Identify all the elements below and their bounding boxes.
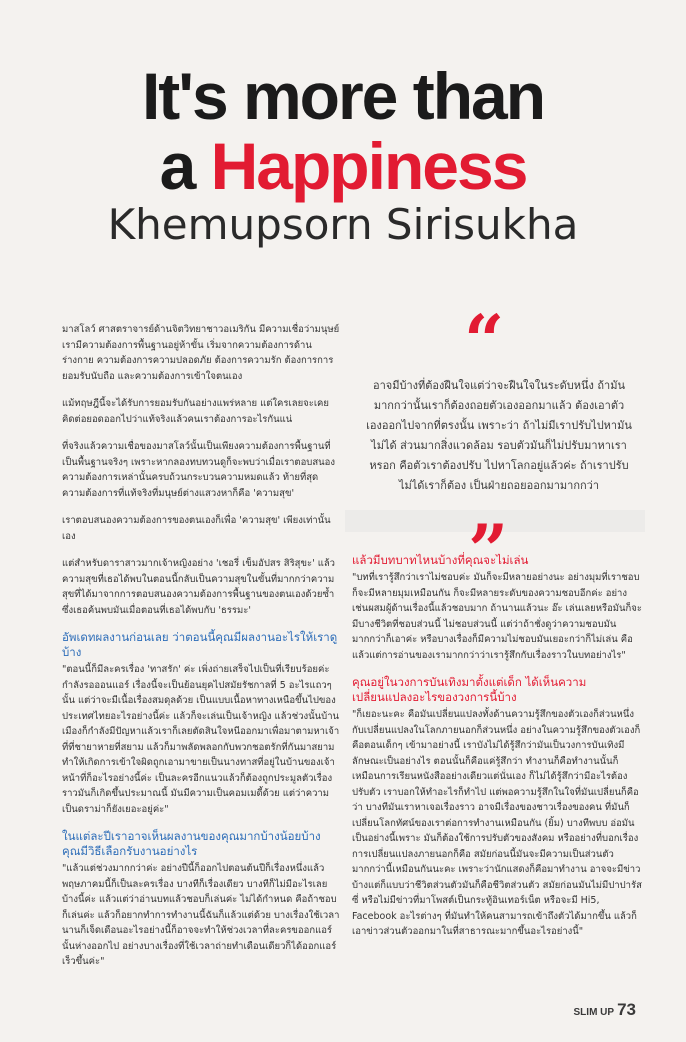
headline-article: a — [159, 129, 211, 203]
paragraph-4: เราตอบสนองความต้องการของตนเองก็เพื่อ 'ความสุข' เพียงเท่านั้นเอง — [62, 515, 331, 542]
answer-2: "แล้วแต่ช่วงมากกว่าค่ะ อย่างปีนี้ก็ออกไปตอนต้นปีก็เรื่องหนึ่งแล้ว พฤษภาคมนี้ก็เป็นละครเรื่อง บางทีก็เรื่องเดียว บางทีก็ไม่มีอะไรเลยบ้างนี้ค่ะ แล้วแต่ว่าอ่านบทแล้วชอบก็เล่นค่ะ ไม่ได้กำหนด คือถ้าชอบก็เล่นค่ะ แล้วก็อยากทำการทำงานนี้ฉันก็แล้วแต่ด้วย บางเรื่องใช้เวลานานก็เจ็ดเดือนอะไรอย่างนี้ก็อาจจะทำให้ช่วงเวลาที่ละครขออกแอร์นั้นห่างออกไป อย่างบางเรื่องที่ใช้เวลาถ่ายทำเดือนเดียวก็ได้ออกแอร์เร็วขึ้นค่ะ" — [62, 863, 340, 967]
question-heading-2: ในแต่ละปีเราอาจเห็นผลงานของคุณมากบ้างน้อยบ้าง คุณมีวิธีเลือกรับงานอย่างไร — [62, 829, 321, 858]
paragraph-intro: มาสโลว์ ศาสตราจารย์ด้านจิตวิทยาชาวอเมริกัน มีความเชื่อว่ามนุษย์เรามีความต้องการพื้นฐานอยู่ห้าขั้น เริ่มจากความต้องการด้านร่างกาย ความต้องการความปลอดภัย ต้องการความรัก ต้องการการยอมรับนับถือ และความต้องการเข้าใจตนเอง — [62, 324, 340, 382]
quote-close-icon: ” — [468, 509, 509, 592]
question-heading-3: แล้วมีบทบาทไหนบ้างที่คุณจะไม่เล่น — [352, 553, 529, 567]
paragraph-5: แต่สำหรับดาราสาวมากเจ้าหญิงอย่าง 'เชอรี่ เข็มอัปสร สิริสุขะ' แล้ว ความสุขที่เธอได้พบในตอนนี้กลับเป็นความสุขในขั้นที่มากกว่าความสุขที่ได้มาจากการตอบสนองความต้องการพื้นฐานของตนเองด้วยซ้ำ ซึ่งเธอค้นพบมันเมื่อตอนที่เธอได้พบกับ 'ธรรมะ' — [62, 558, 335, 616]
magazine-name: SLIM UP — [573, 1007, 615, 1018]
subtitle-name: Khemupsorn Sirisukha — [107, 200, 579, 249]
question-heading-1: อัพเดทผลงานก่อนเลย ว่าตอนนี้คุณมีผลงานอะไรให้เราดูบ้าง — [62, 630, 338, 659]
paragraph-3: ที่จริงแล้วความเชื่อของมาสโลว์นั้นเป็นเพียงความต้องการพื้นฐานที่เป็นพื้นฐานจริงๆ เพราะหากลองทบทวนดูก็จะพบว่าเมื่อเราตอบสนองความต้องการเหล่านั้นครบถ้วนกระบวนความหมดแล้ว ท้ายที่สุดความต้องการที่แท้จริงที่มนุษย์ต่างแสวงหาก็คือ 'ความสุข' — [62, 441, 335, 499]
page-footer — [574, 1000, 636, 1020]
paragraph-2: แม้ทฤษฎีนี้จะได้รับการยอมรับกันอย่างแพร่หลาย แต่ใครเลยจะเคยคิดต่อยอดออกไปว่าแท้จริงแล้วคนเราต้องการอะไรกันแน่ — [62, 398, 329, 425]
left-column — [62, 322, 340, 982]
pull-quote-text: อาจมีบ้างที่ต้องฝืนใจแต่ว่าจะฝืนใจในระดับหนึ่ง ถ้ามันมากกว่านั้นเราก็ต้องถอยตัวเองออกมาแล้ว ต้องเอาตัวเองออกไปจากที่ตรงนั้น เพราะว่า ถ้าไม่มีเราปรับไปหามันไม่ได้ ส่วนมากสิ่งแวดล้อม รอบตัวมันก็ไม่ปรับมาหาเราหรอก คือตัวเราต้องปรับ ไปหาโลกอยู่แล้วค่ะ ถ้าเราปรับไม่ได้เราก็ต้อง เป็นฝ่ายถอยออกมามากกว่า — [366, 379, 632, 492]
question-heading-4: คุณอยู่ในวงการบันเทิงมาตั้งแต่เด็ก ได้เห็นความเปลี่ยนแปลงอะไรของวงการนี้บ้าง — [352, 675, 587, 704]
answer-3: "บทที่เรารู้สึกว่าเราไม่ชอบค่ะ มันก็จะมีหลายอย่างนะ อย่างมุมที่เราชอบก็จะมีหลายมุมเหมือนกัน ก็จะมีหลายระดับของความชอบอีกค่ะ อย่างเช่นผสมผู้ด้านเรื่องนี้แล้วชอบมาก ถ้านานแล้วนะ อ๊ะ เล่นเลยหรือมันก็จะมีบางชีวิตที่ชอบส่วนนี้ ไม่ชอบส่วนนี้ แต่ว่าถ้าชั่งดูว่าความชอบมันมากกว่าก็เอาค่ะ หรือบางเรื่องก็มีความไม่ชอบมันเยอะกว่าก็ไม่เล่น คือแล้วแต่การอ่านของเรามากกว่าว่าเรารู้สึกกับเรื่องราวในบทอย่างไร" — [352, 572, 642, 661]
headline-line-2 — [0, 128, 686, 204]
headline-happiness: Happiness — [210, 129, 527, 203]
headline-line-1: It's more than — [141, 59, 545, 133]
right-column — [352, 553, 642, 952]
answer-4: "ก็เยอะนะคะ คือมันเปลี่ยนแปลงทั้งด้านความรู้สึกของตัวเองก็ส่วนหนึ่ง กับเปลี่ยนแปลงในโลกภายนอกก็ส่วนหนึ่ง อย่างในความรู้สึกของตัวเองก็คือตอนเด็กๆ เข้ามาอย่างนี้ เราบังไม่ได้รู้สึกว่ามันเป็นวงการบันเทิงมีลักษณะเป็นอย่างไร ตอนนั้นก็คือแค่รู้สึกว่า ทำงานก็คือทำงานนั้นก็เหมือนการเรียนหนังสืออย่างเดียวแต่นั่นเอง ก็ไม่ได้รู้สึกว่ามีอะไรต้องปรับตัว เราบอกให้ทำอะไรก็ทำไป แต่พอความรู้สึกในใจที่มันเปลี่ยนก็คือว่า บางทีมันเราหาเจอเรื่องราว อาจมีเรื่องของชาวเรื่องของคน ที่มันก็เปลี่ยนโลกทัศน์ของเราต่อการทำงานเหมือนกัน (ยิ้ม) บางทีพบบ อ่อมันเป็นอย่างนี้เพราะ มันก็ต้องใช้การปรับตัวของสังคม หรืออย่างที่บอกเรื่องการเปลี่ยนแปลงภายนอกก็คือ สมัยก่อนนี้มันจะมีความเป็นส่วนตัวมากกว่านี้เหมือนกันนะคะ เพราะว่านักแสดงก็คือมาทำงาน อาจจะมีข่าวบ้างแต่ก็แบบว่าชีวิตส่วนตัวมันก็คือชีวิตส่วนตัว สมัยก่อนมันไม่มีปาปารัสซี่ หรือไม่มีข่าวที่มาโพสต์เป็นกระทู้อินเทอร์เน็ต หรือจะมี Hi5, Facebook อะไรต่างๆ ที่มันทำให้คนสามารถเข้าถึงตัวได้มากขึ้น แล้วก็เอาข่าวส่วนตัวออกมาในที่สาธารณะมากขึ้นอะไรอย่างนี้" — [352, 709, 642, 937]
answer-1: "ตอนนี้ก็มีละครเรื่อง 'ทาสรัก' ค่ะ เพิ่งถ่ายเสร็จไปเป็นที่เรียบร้อยค่ะ กำลังรอออนแอร์ เรื่องนี้จะเป็นย้อนยุคไปสมัยรัชกาลที่ 5 อะไรแถวๆ นั้น แต่ว่าจะมีเนื้อเรื่องสมดุลด้วย เป็นแบบเนื้อหาทางเหนือขึ้นไปของประเทศไทยอะไรอย่างนี้ค่ะ แล้วก็จะเล่นเป็นเจ้าหญิง แล้วช่วงนั้นบ้านเมืองก็กำลังมีปัญหาแล้วเราก็เลยตัดสินใจหนีออกมาเพื่อมาตามหาเจ้าที่ที่ชายาหายที่สยาม แล้วก็มาพลัดพลอกกับพวกชอตรักที่กันมาสยาม ทำให้เกิดการเข้าใจผิดถูกเอามาขายเป็นนางทาสที่อยู่ในบ้านของเจ้าหน้าที่ก็อะไรอย่างนี้ค่ะ เป็นละครอีกแนวแล้วก็ต้องถูกประมูลตัวเรื่องราวมันก็เกิดขึ้นประมาณนี้ มันมีความเป็นคอมเมดี้ด้วย แต่ว่าความเป็นดราม่าก็ยังเยอะอยู่ค่ะ" — [62, 664, 340, 815]
page-number: 73 — [617, 1000, 636, 1019]
quote-open-icon: “ — [464, 299, 505, 382]
